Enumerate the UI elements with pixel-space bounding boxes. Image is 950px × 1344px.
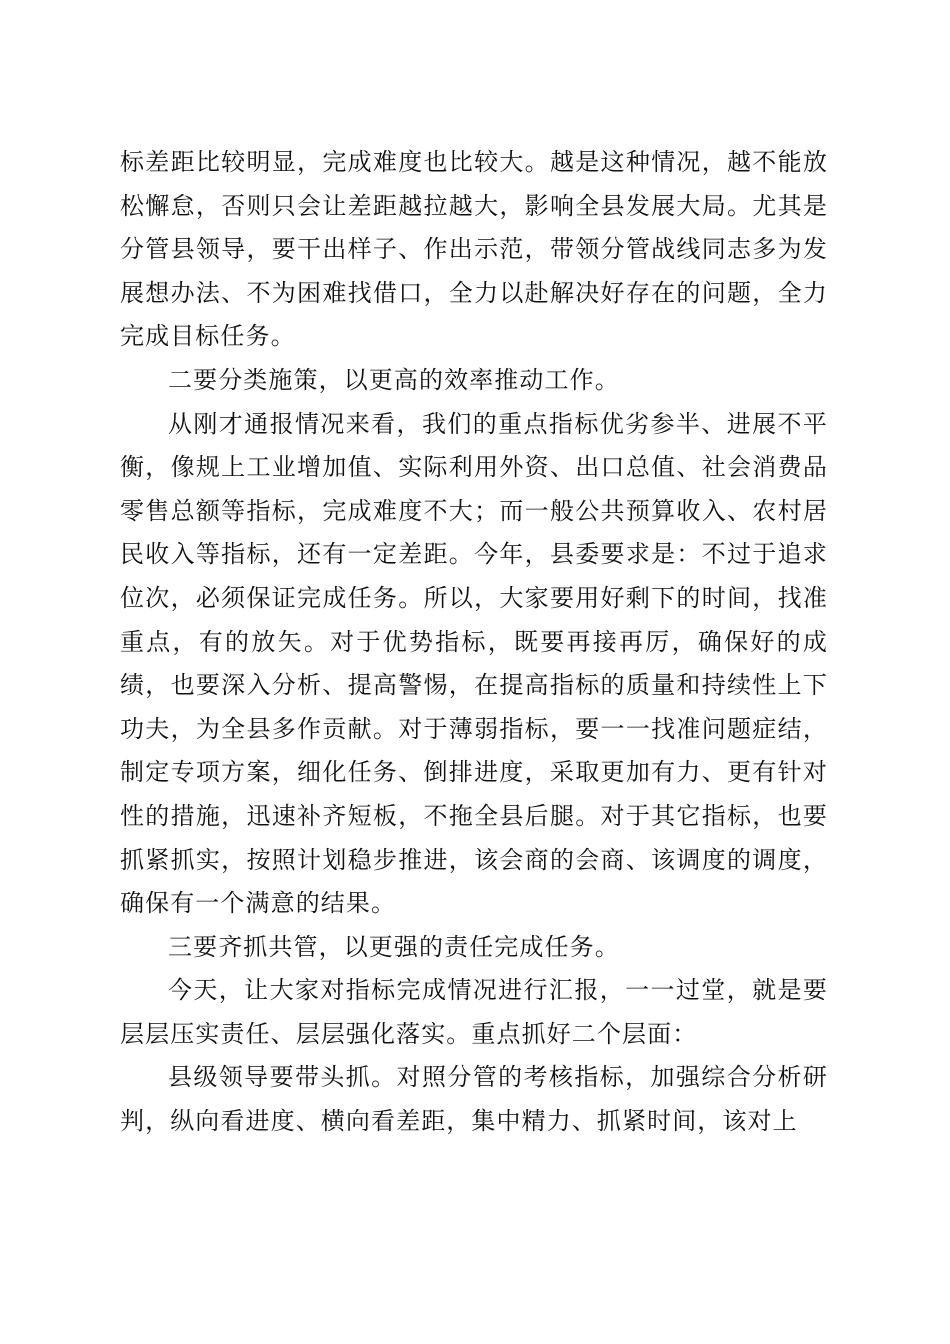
paragraph: 今天，让大家对指标完成情况进行汇报，一一过堂，就是要层层压实责任、层层强化落实。重点抓好二个层面：	[120, 976, 828, 1048]
paragraph-continued: 标差距比较明显，完成难度也比较大。越是这种情况，越不能放松懈怠，否则只会让差距越拉越大，影响全县发展大局。尤其是分管县领导，要干出样子、作出示范，带领分管战线同志多为发展想办法、不为困难找借口，全力以赴解决好存在的问题，全力完成目标任务。	[120, 148, 828, 351]
paragraph: 从刚才通报情况来看，我们的重点指标优劣参半、进展不平衡，像规上工业增加值、实际利用外资、出口总值、社会消费品零售总额等指标，完成难度不大；而一般公共预算收入、农村居民收入等指标，还有一定差距。今年，县委要求是：不过于追求位次，必须保证完成任务。所以，大家要用好剩下的时间，找准重点，有的放矢。对于优势指标，既要再接再厉，确保好的成绩，也要深入分析、提高警惕，在提高指标的质量和持续性上下功夫，为全县多作贡献。对于薄弱指标，要一一找准问题症结，制定专项方案，细化任务、倒排进度，采取更加有力、更有针对性的措施，迅速补齐短板，不拖全县后腿。对于其它指标，也要抓紧抓实，按照计划稳步推进，该会商的会商、该调度的调度，确保有一个满意的结果。	[120, 409, 828, 918]
document-page	[120, 141, 828, 1144]
paragraph: 县级领导要带头抓。对照分管的考核指标，加强综合分析研判，纵向看进度、横向看差距，集中精力、抓紧时间，该对上	[120, 1063, 828, 1136]
section-heading-3: 三要齐抓共管，以更强的责任完成任务。	[168, 932, 620, 961]
section-heading-2: 二要分类施策，以更高的效率推动工作。	[168, 365, 620, 394]
